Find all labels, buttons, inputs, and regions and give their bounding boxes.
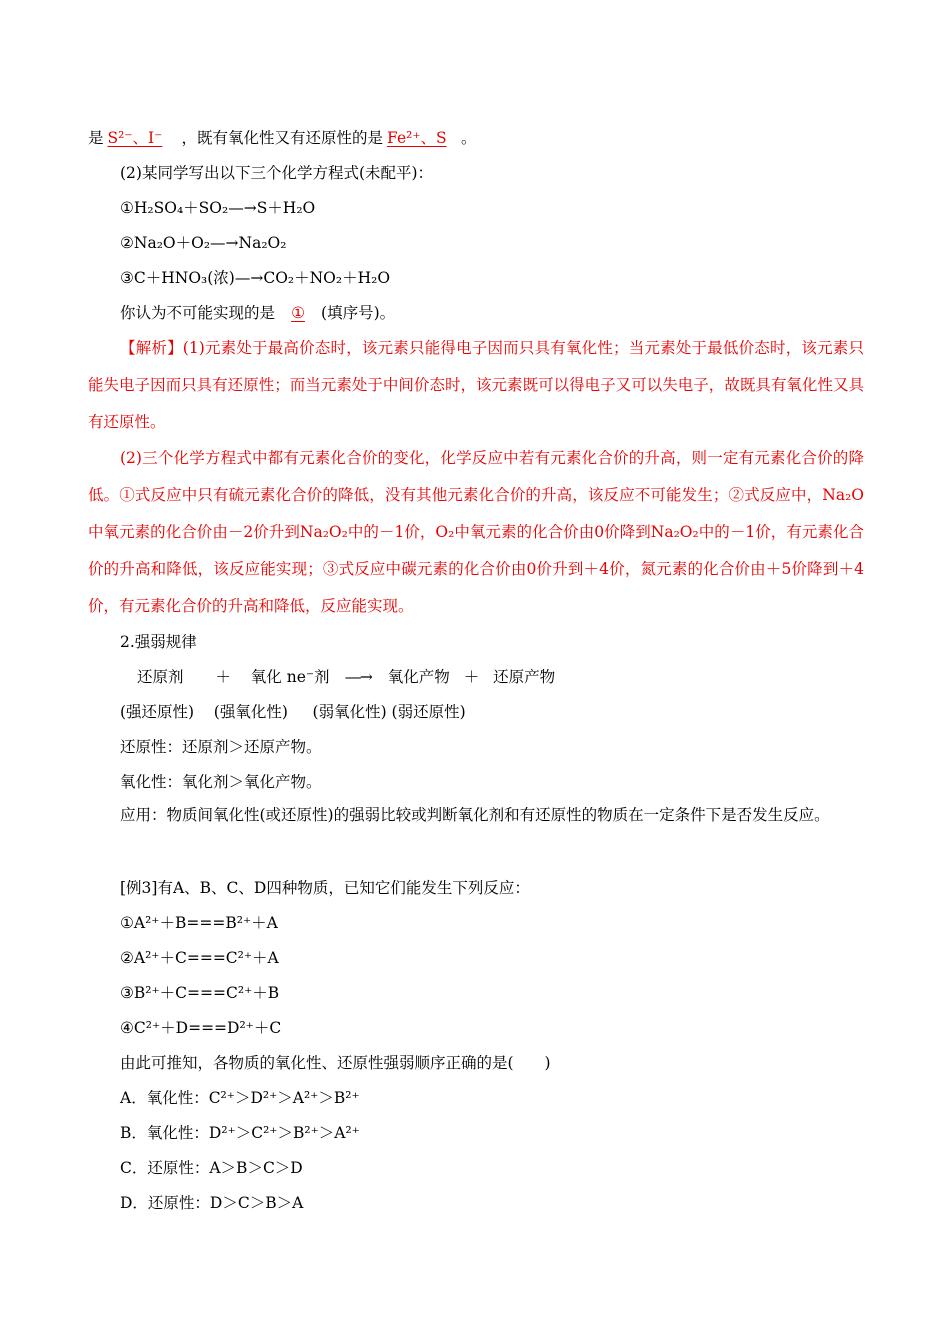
analysis-text-1: (1)元素处于最高价态时，该元素只能得电子因而只具有氧化性；当元素处于最低价态时，该元素只能失电子因而只具有还原性；而当元素处于中间价态时，该元素既可以得电子又可以失电子，故既具有氧化性又具有还原性。: [88, 339, 864, 431]
rule-reducing: 还原性：还原剂＞还原产物。: [120, 738, 322, 756]
analysis-tag: 【解析】: [120, 339, 183, 357]
q2-ask: [120, 303, 395, 323]
equation-2: ②Na₂O＋O₂—→Na₂O₂: [120, 234, 287, 252]
line1-suffix: 。: [461, 129, 477, 147]
equation-1: ①H₂SO₄＋SO₂—→S＋H₂O: [120, 199, 316, 217]
option-c: C．还原性：A＞B＞C＞D: [120, 1159, 303, 1177]
blank-answer-2: Fe²⁺、S: [387, 129, 447, 147]
scheme-plus-1: ＋: [215, 668, 231, 686]
option-a: A．氧化性：C²⁺＞D²⁺＞A²⁺＞B²⁺: [120, 1089, 360, 1107]
equation-3: ③C＋HNO₃(浓)—→CO₂＋NO₂＋H₂O: [120, 269, 391, 287]
example-reaction-2: ②A²⁺＋C===C²⁺＋A: [120, 949, 279, 967]
scheme-reducer: 还原剂: [137, 668, 184, 686]
answer-line-1: [88, 128, 477, 148]
scheme-plus-2: ＋: [463, 668, 480, 686]
blank-answer-3: ①: [291, 304, 305, 322]
example-reaction-3: ③B²⁺＋C===C²⁺＋B: [120, 984, 280, 1002]
analysis-paragraph-1: [88, 330, 864, 441]
scheme-arrow: ―→: [345, 668, 372, 686]
option-b: B．氧化性：D²⁺＞C²⁺＞B²⁺＞A²⁺: [120, 1124, 360, 1142]
q2-ask-suffix: (填序号)。: [321, 304, 396, 322]
line1-middle: ，既有氧化性又有还原性的是: [181, 129, 384, 147]
scheme-oxidation-product: 氧化产物: [387, 668, 450, 686]
q2-ask-prefix: 你认为不可能实现的是: [120, 304, 276, 322]
example-reaction-1: ①A²⁺＋B===B²⁺＋A: [120, 914, 278, 932]
scheme-labels: (强还原性) (强氧化性) (弱氧化性) (弱还原性): [120, 703, 466, 721]
section-heading: 2.强弱规律: [120, 633, 197, 651]
scheme-reduction-product: 还原产物: [493, 668, 556, 686]
scheme-oxidizer: 氧化 ne⁻剂: [250, 668, 330, 686]
application-paragraph: 应用：物质间氧化性(或还原性)的强弱比较或判断氧化剂和有还原性的物质在一定条件下是否发生反应。: [120, 806, 830, 824]
analysis-paragraph-2: (2)三个化学方程式中都有元素化合价的变化，化学反应中若有元素化合价的升高，则一定有元素化合价的降低。①式反应中只有硫元素化合价的降低，没有其他元素化合价的升高，该反应不可能发生；②式反应中，Na₂O中氧元素的化合价由－2价升到Na₂O₂中的－1价，O₂中氧元素的化合价由0价降到Na₂O₂中的－1价，有元素化合价的升高和降低，该反应能实现；③式反应中碳元素的化合价由0价升到＋4价，氮元素的化合价由＋5价降到＋4价，有元素化合价的升高和降低，反应能实现。: [88, 449, 864, 615]
option-d: D．还原性：D＞C＞B＞A: [120, 1194, 304, 1212]
example-reaction-4: ④C²⁺＋D===D²⁺＋C: [120, 1019, 282, 1037]
example-stem: [例3]有A、B、C、D四种物质，已知它们能发生下列反应：: [120, 879, 530, 897]
reaction-scheme: [137, 667, 555, 687]
line1-prefix: 是: [88, 129, 104, 147]
q2-intro: (2)某同学写出以下三个化学方程式(未配平)：: [120, 164, 434, 182]
example-question: 由此可推知，各物质的氧化性、还原性强弱顺序正确的是( ): [120, 1054, 551, 1072]
rule-oxidizing: 氧化性：氧化剂＞氧化产物。: [120, 773, 322, 791]
blank-answer-1: S²⁻、I⁻: [107, 129, 163, 147]
